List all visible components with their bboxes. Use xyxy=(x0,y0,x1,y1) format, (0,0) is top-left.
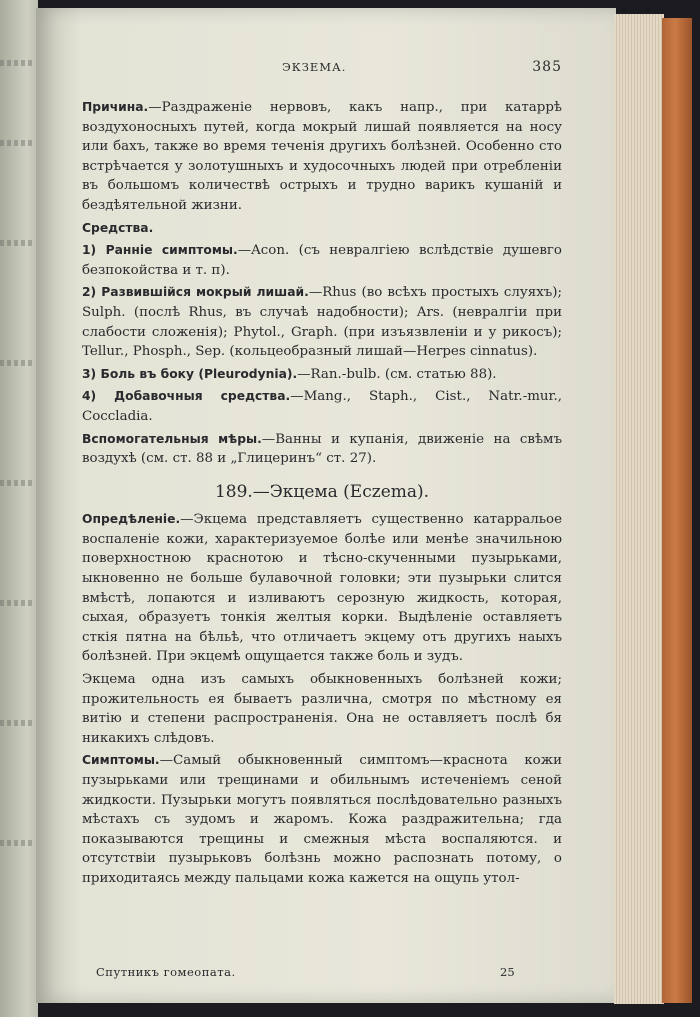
remedy-item-1 xyxy=(82,241,562,280)
remedy-item-3-text: —Ran.-bulb. (см. статью 88). xyxy=(297,366,497,382)
remedy-item-2-text: —Rhus (во всѣхъ простыхъ слуяхъ); Sulph. (послѣ Rhus, въ случаѣ надобности); Ars. (невралгіи при слабости сложенія); Phytol., Graph. (при изъязвленіи и у рикосъ); Tellur., Phosph., Sep. (кольцеобразный лишай—Herpes cinnatus). xyxy=(82,285,562,360)
section-heading-189: 189.—Экцема (Eczema). xyxy=(214,481,430,502)
definition-label: Опредѣленіе. xyxy=(82,512,181,527)
page-number: 385 xyxy=(532,59,562,75)
remedy-item-4 xyxy=(82,387,562,426)
auxiliary-label: Вспомогательныя мѣры. xyxy=(82,431,262,446)
cause-paragraph xyxy=(82,98,562,216)
remedy-item-3-label: 3) Боль въ боку (Pleurodynia). xyxy=(82,366,298,381)
symptoms-label: Симптомы. xyxy=(82,753,160,768)
remedy-item-4-label: 4) Добавочныя средства. xyxy=(82,389,291,404)
remedies-label: Средства. xyxy=(82,220,154,235)
remedy-item-4-text: —Mang., Staph., Cist., Natr.-mur., Coccladia. xyxy=(82,389,562,424)
book-page xyxy=(36,8,616,1003)
page-block-edge xyxy=(614,14,664,1004)
prognosis-paragraph: Экцема одна изъ самыхъ обыкновенныхъ болѣзней кожи; прожительность ея бываетъ различна, смотря по мѣстному ея витію и степени распространенія. Она не оставляетъ послѣ бя никакихъ слѣдовъ. xyxy=(82,672,562,746)
footer-signature: Спутникъ гомеопата. xyxy=(96,965,236,979)
remedy-item-1-text: —Acon. (съ невралгіею вслѣдствіе душевго безпокойства и т. п). xyxy=(82,243,562,278)
header-title: ЭКЗЕМА. xyxy=(282,60,347,74)
remedy-item-2-label: 2) Развившійся мокрый лишай. xyxy=(82,285,309,300)
left-page-edge xyxy=(0,0,38,1017)
remedy-item-2 xyxy=(82,283,562,361)
definition-text: —Экцема представляетъ существенно катарральое воспаленіе кожи, характеризуемое болѣе или менѣе значильною поверхностною краснотою и тѣсно-скученными пузырьками, ыкновенно не больше булавочной головки; эти пузырьки слится вмѣстѣ, лопаются и изливаютъ серозную жидкость, которая, сыхая, образуетъ тонкія желтыя корки. Выдѣленіе оставляетъ сткія пятна на бѣльѣ, что отличаетъ экцему отъ другихъ наыхъ болѣзней. При экцемѣ ощущается также боль и зудъ. xyxy=(82,512,562,665)
symptoms-text: —Самый обыкновенный симптомъ—краснота кожи пузырьками или трещинами и обильнымъ истеченіемъ сеной жидкости. Пузырьки могутъ появляться послѣдовательно разныхъ мѣстахъ съ зудомъ и жаромъ. Кожа раздражительна; гда показываются трещины и смежныя мѣста воспаляются. и отсутствіи пузырьковъ болѣзнь можно распознать потому, о приходитаясь между пальцами кожа кажется на ощупь утол- xyxy=(82,753,562,886)
auxiliary-measures xyxy=(82,430,562,469)
book-cover xyxy=(662,18,692,1003)
cause-text: —Раздраженіе нервовъ, какъ напр., при катаррѣ воздухоносныхъ путей, когда мокрый лишай появляется на носу или бахъ, также во время теченія другихъ болѣзней. Особенно сто встрѣчается у золотушныхъ и худосочныхъ людей при отребленіи въ большомъ количествѣ острыхъ и трудно варикъ кушаній и бездѣятельной жизни. xyxy=(82,100,562,213)
sheet-number: 25 xyxy=(500,965,515,979)
remedy-item-1-label: 1) Ранніе симптомы. xyxy=(82,243,238,258)
definition-paragraph xyxy=(82,510,562,667)
remedy-item-3 xyxy=(82,365,562,385)
auxiliary-text: —Ванны и купанія, движеніе на свѣмъ воздухѣ (см. ст. 88 и „Глицеринъ“ ст. 27). xyxy=(82,431,562,467)
symptoms-paragraph xyxy=(82,751,562,888)
cause-label: Причина. xyxy=(82,100,149,114)
running-header xyxy=(82,58,562,74)
remedies-heading xyxy=(82,219,562,239)
body-text xyxy=(82,98,562,892)
